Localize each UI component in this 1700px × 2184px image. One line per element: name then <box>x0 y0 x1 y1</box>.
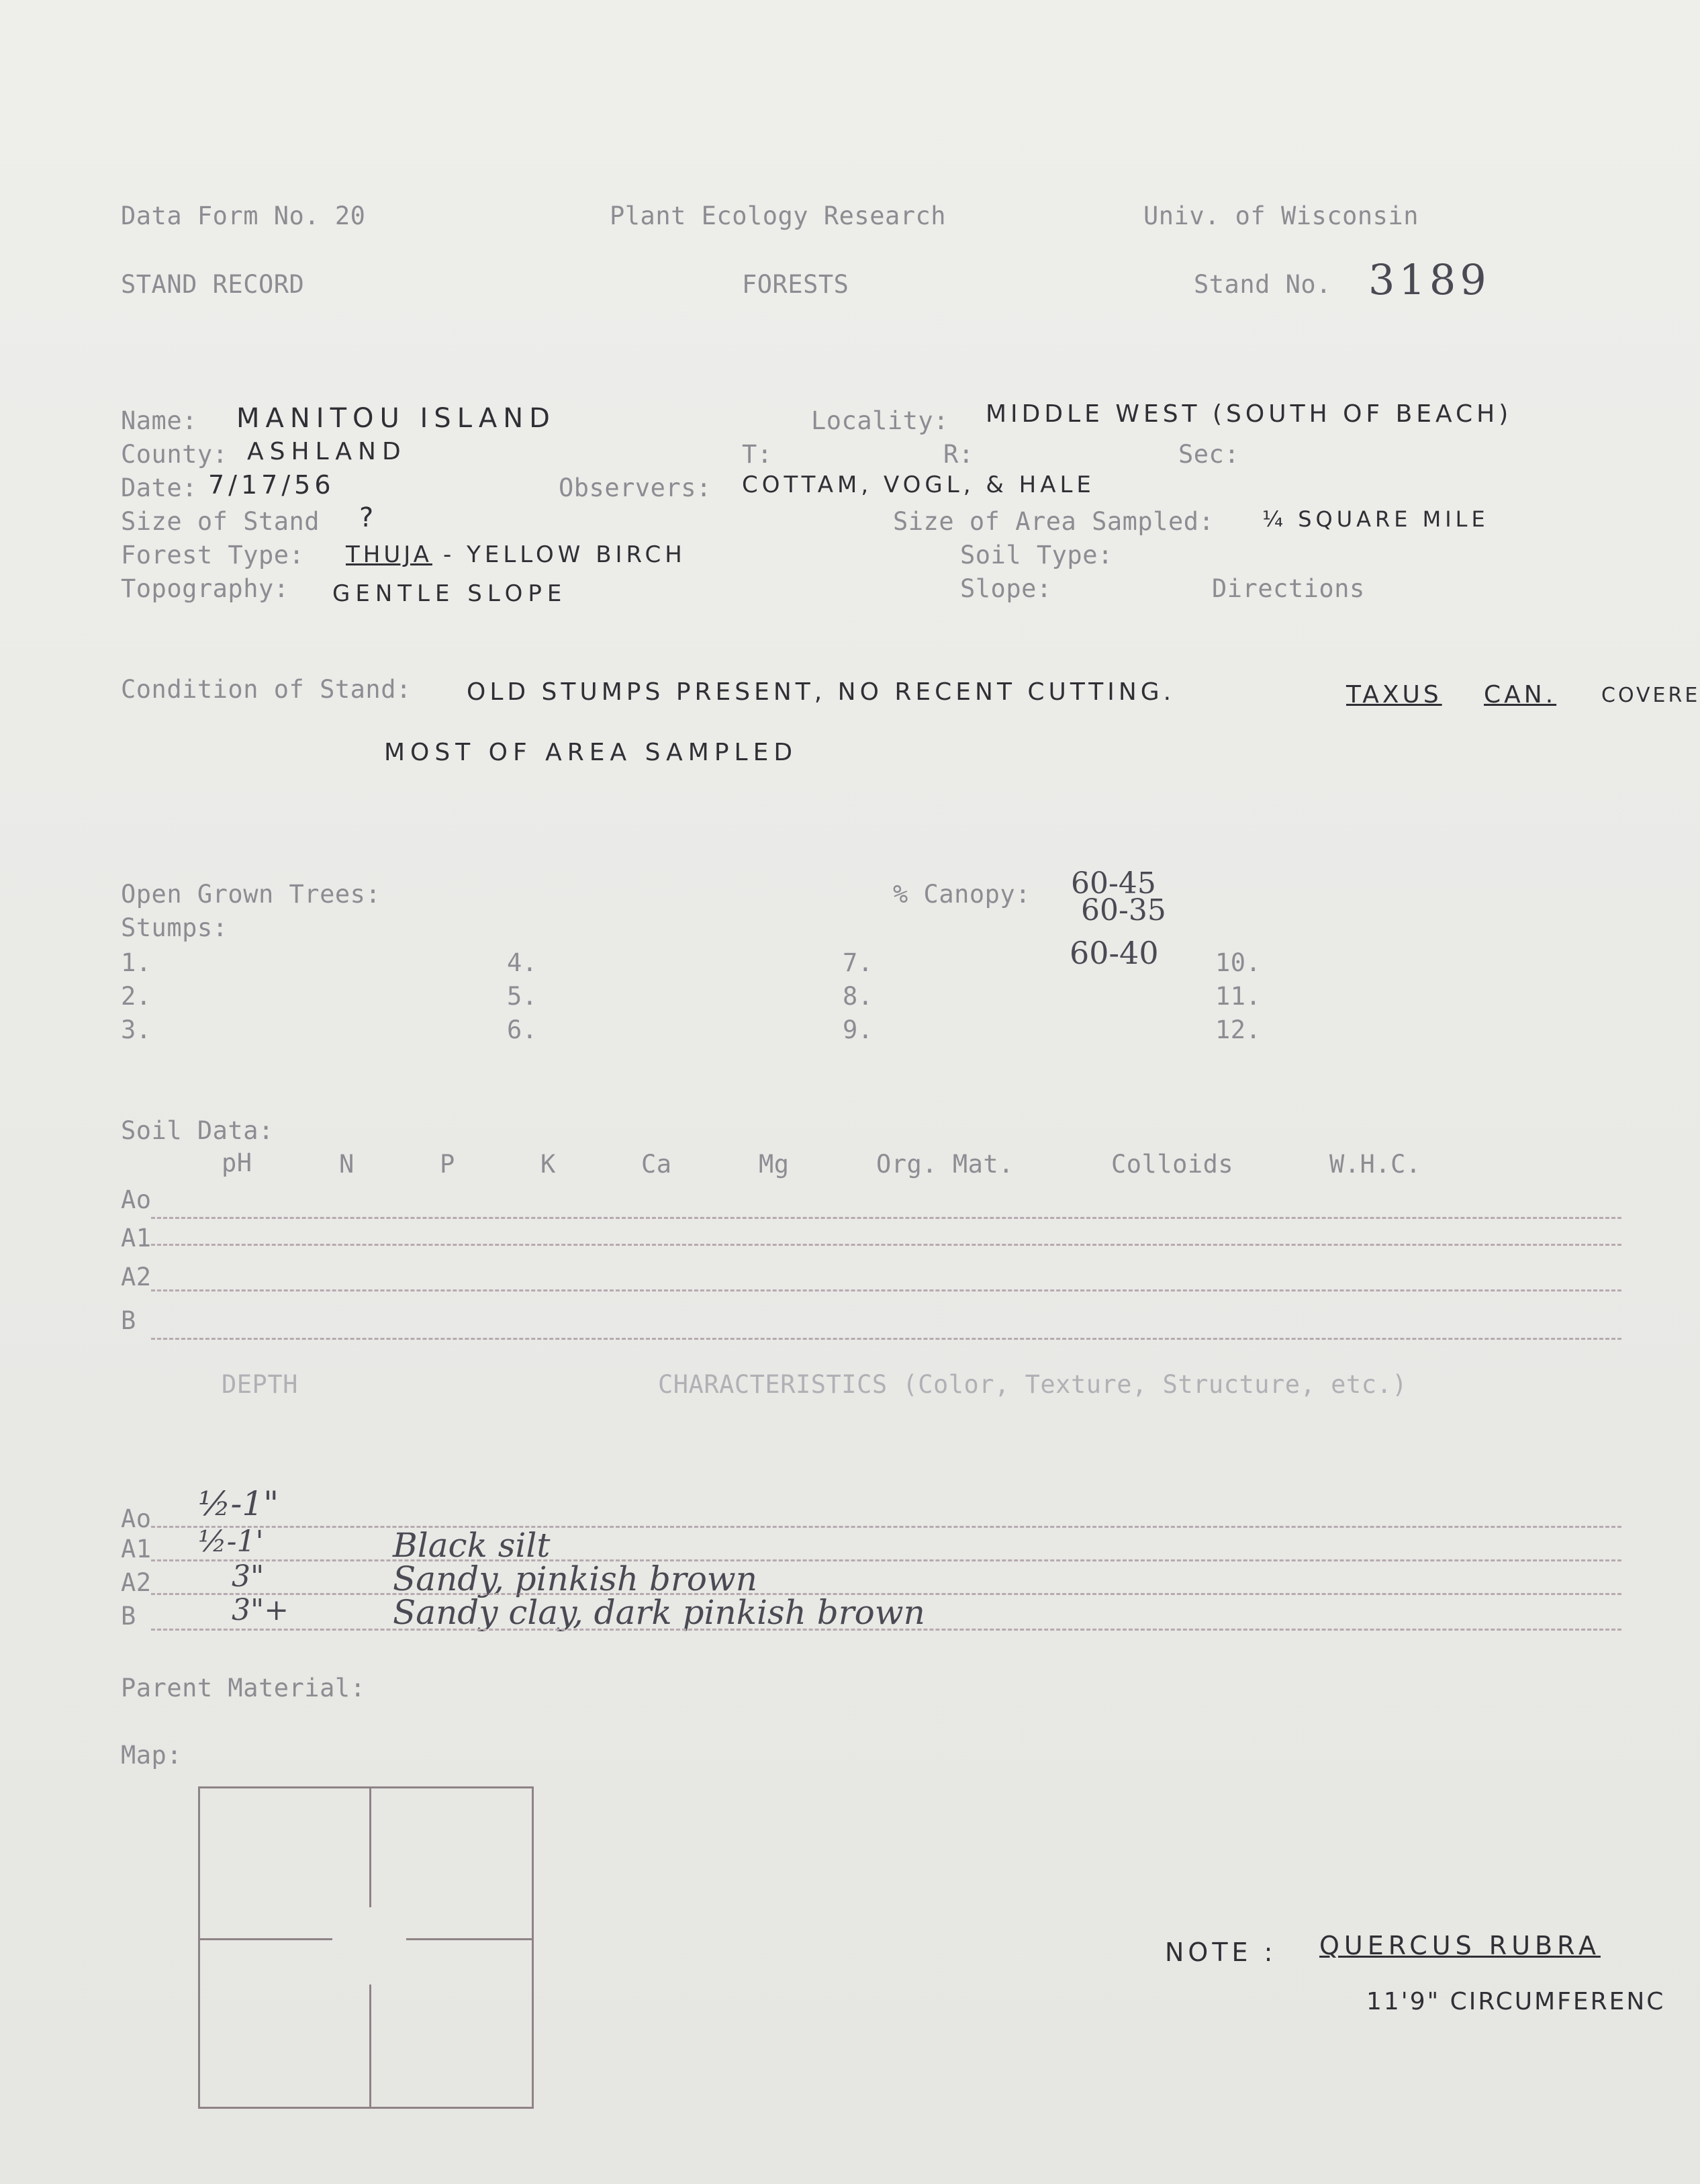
profile-line <box>151 1559 1621 1561</box>
size-of-area-label: Size of Area Sampled: <box>893 507 1215 536</box>
map-label: Map: <box>121 1741 183 1770</box>
soil-line <box>151 1338 1621 1340</box>
date-value: 7/17/56 <box>208 470 335 500</box>
r-label: R: <box>943 440 974 469</box>
county-value: ASHLAND <box>247 438 407 465</box>
characteristics-label: CHARACTERISTICS (Color, Texture, Structure, etc.) <box>658 1370 1408 1399</box>
soil-line <box>151 1289 1621 1291</box>
note-species: QUERCUS RUBRA <box>1319 1931 1601 1960</box>
canopy-label: % Canopy: <box>893 880 1031 909</box>
organization: Plant Ecology Research <box>610 201 947 230</box>
profile-horizon-ao: Ao <box>121 1504 152 1533</box>
profile-desc-a2: Sandy, pinkish brown <box>393 1559 757 1598</box>
locality-value: MIDDLE WEST (SOUTH OF BEACH) <box>986 400 1513 428</box>
note-label: NOTE : <box>1165 1938 1277 1967</box>
stump-9: 9. <box>843 1015 873 1044</box>
topography-value: GENTLE SLOPE <box>332 580 567 607</box>
profile-line <box>151 1593 1621 1595</box>
stump-4: 4. <box>507 948 538 977</box>
map-sketch <box>198 1786 534 2109</box>
category: FORESTS <box>742 270 849 299</box>
soil-col-whc: W.H.C. <box>1329 1150 1421 1179</box>
profile-line <box>151 1629 1621 1631</box>
locality-label: Locality: <box>811 406 949 435</box>
university: Univ. of Wisconsin <box>1143 201 1419 230</box>
soil-data-label: Soil Data: <box>121 1116 274 1145</box>
stumps-label: Stumps: <box>121 913 228 942</box>
canopy-value-1: 60-45 <box>1071 866 1156 901</box>
map-divider <box>198 1938 332 1940</box>
stand-no-label: Stand No. <box>1194 270 1331 299</box>
record-type: STAND RECORD <box>121 270 305 299</box>
stump-12: 12. <box>1215 1015 1262 1044</box>
soil-col-org-mat: Org. Mat. <box>876 1150 1014 1179</box>
profile-horizon-a2: A2 <box>121 1568 152 1597</box>
map-border-left <box>198 1786 200 2109</box>
soil-col-mg: Mg <box>759 1150 790 1179</box>
condition-text-cont: COVERE <box>1601 684 1700 707</box>
soil-type-label: Soil Type: <box>960 541 1113 570</box>
stump-1: 1. <box>121 948 152 977</box>
stump-11: 11. <box>1215 982 1262 1011</box>
map-border-right <box>532 1786 534 2109</box>
open-grown-label: Open Grown Trees: <box>121 880 381 909</box>
soil-col-ca: Ca <box>641 1150 672 1179</box>
t-label: T: <box>742 440 773 469</box>
profile-depth-b: 3"+ <box>232 1593 289 1627</box>
condition-text-line2: MOST OF AREA SAMPLED <box>384 739 798 766</box>
soil-col-n: N <box>339 1150 355 1179</box>
sec-label: Sec: <box>1178 440 1240 469</box>
note-measure: 11'9" CIRCUMFERENC <box>1366 1988 1666 2015</box>
slope-label: Slope: <box>960 574 1052 603</box>
condition-can: CAN. <box>1484 681 1557 709</box>
soil-row-a1: A1 <box>121 1224 152 1253</box>
condition-text: OLD STUMPS PRESENT, NO RECENT CUTTING. <box>467 678 1176 706</box>
soil-row-a2: A2 <box>121 1263 152 1291</box>
parent-material-label: Parent Material: <box>121 1674 366 1702</box>
stump-2: 2. <box>121 982 152 1011</box>
condition-taxus: TAXUS <box>1346 681 1442 709</box>
forest-type-value: - YELLOW BIRCH <box>443 541 686 568</box>
stump-5: 5. <box>507 982 538 1011</box>
date-label: Date: <box>121 473 197 502</box>
soil-line <box>151 1217 1621 1219</box>
profile-depth-ao: ½-1" <box>198 1484 279 1523</box>
soil-row-ao: Ao <box>121 1185 152 1214</box>
profile-desc-a1: Black silt <box>393 1526 551 1565</box>
soil-col-p: P <box>440 1150 455 1179</box>
depth-label: DEPTH <box>222 1370 298 1399</box>
name-value: MANITOU ISLAND <box>236 403 556 434</box>
stump-6: 6. <box>507 1015 538 1044</box>
name-label: Name: <box>121 406 197 435</box>
soil-col-colloids: Colloids <box>1111 1150 1234 1179</box>
soil-row-b: B <box>121 1306 136 1335</box>
stump-10: 10. <box>1215 948 1262 977</box>
forest-type-genus: THUJA <box>346 541 432 568</box>
profile-desc-b: Sandy clay, dark pinkish brown <box>393 1593 925 1632</box>
soil-col-k: K <box>540 1150 556 1179</box>
canopy-value-3: 60-40 <box>1070 935 1159 971</box>
form-number: Data Form No. 20 <box>121 201 366 230</box>
map-divider <box>369 1786 371 1907</box>
soil-line <box>151 1244 1621 1246</box>
observers-value: COTTAM, VOGL, & HALE <box>742 471 1095 498</box>
size-of-stand-label: Size of Stand <box>121 507 320 536</box>
profile-horizon-b: B <box>121 1602 136 1631</box>
canopy-value-2: 60-35 <box>1081 893 1166 927</box>
profile-line <box>151 1526 1621 1528</box>
stump-3: 3. <box>121 1015 152 1044</box>
map-divider <box>369 1985 371 2109</box>
profile-horizon-a1: A1 <box>121 1535 152 1563</box>
condition-label: Condition of Stand: <box>121 675 412 704</box>
stump-8: 8. <box>843 982 873 1011</box>
map-divider <box>406 1938 534 1940</box>
map-border-bottom <box>198 2107 534 2109</box>
observers-label: Observers: <box>559 473 712 502</box>
topography-label: Topography: <box>121 574 289 603</box>
size-of-area-value: ¼ SQUARE MILE <box>1262 506 1489 532</box>
soil-col-ph: pH <box>222 1148 252 1177</box>
directions-label: Directions <box>1212 574 1365 603</box>
size-of-stand-value: ? <box>359 502 380 533</box>
profile-depth-a1: ½-1' <box>198 1525 264 1559</box>
stump-7: 7. <box>843 948 873 977</box>
stand-number: 3189 <box>1368 255 1491 304</box>
profile-depth-a2: 3" <box>232 1559 265 1594</box>
map-border-top <box>198 1786 534 1788</box>
county-label: County: <box>121 440 228 469</box>
forest-type-label: Forest Type: <box>121 541 305 570</box>
